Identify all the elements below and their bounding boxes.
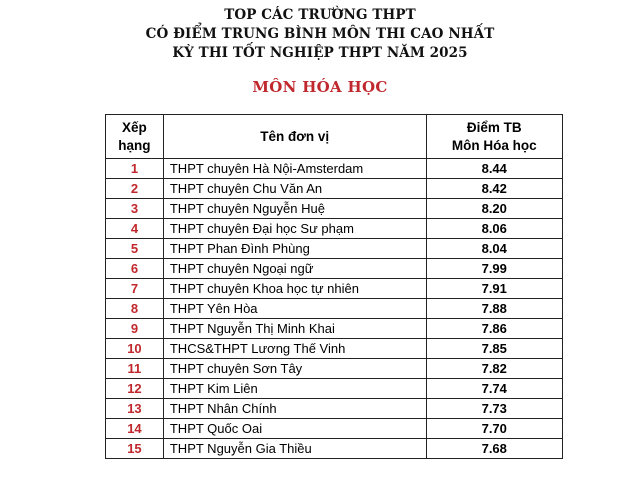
header-rank	[106, 115, 164, 159]
school-name-cell: THPT chuyên Khoa học tự nhiên	[163, 279, 426, 299]
score-cell: 7.91	[426, 279, 562, 299]
score-cell: 7.82	[426, 359, 562, 379]
header-name: Tên đơn vị	[163, 115, 426, 159]
subject-heading: MÔN HÓA HỌC	[252, 78, 388, 96]
rank-cell: 3	[106, 199, 164, 219]
rank-cell: 10	[106, 339, 164, 359]
table-row	[106, 379, 563, 399]
table-row	[106, 299, 563, 319]
score-cell: 7.68	[426, 439, 562, 459]
table-row	[106, 199, 563, 219]
school-name-cell: THPT chuyên Hà Nội-Amsterdam	[163, 159, 426, 179]
school-name-cell: THPT Yên Hòa	[163, 299, 426, 319]
rank-cell: 9	[106, 319, 164, 339]
header-rank-line-2: hạng	[118, 137, 151, 153]
table-row	[106, 359, 563, 379]
school-name-cell: THPT chuyên Ngoại ngữ	[163, 259, 426, 279]
school-name-cell: THPT chuyên Sơn Tây	[163, 359, 426, 379]
header-score-line-1: Điểm TB	[466, 119, 522, 135]
rank-cell: 2	[106, 179, 164, 199]
title-line-1: TOP CÁC TRƯỜNG THPT	[224, 7, 416, 23]
score-cell: 7.99	[426, 259, 562, 279]
score-cell: 7.85	[426, 339, 562, 359]
rank-cell: 7	[106, 279, 164, 299]
score-cell: 7.88	[426, 299, 562, 319]
rank-cell: 14	[106, 419, 164, 439]
table-row	[106, 239, 563, 259]
school-name-cell: THPT Kim Liên	[163, 379, 426, 399]
table-row	[106, 319, 563, 339]
title-line-3: KỲ THI TỐT NGHIỆP THPT NĂM 2025	[172, 45, 468, 61]
ranking-table	[105, 114, 563, 459]
table-row	[106, 439, 563, 459]
score-cell: 7.73	[426, 399, 562, 419]
score-cell: 8.42	[426, 179, 562, 199]
table-row	[106, 399, 563, 419]
rank-cell: 6	[106, 259, 164, 279]
title-line-2: CÓ ĐIỂM TRUNG BÌNH MÔN THI CAO NHẤT	[145, 26, 495, 42]
rank-cell: 1	[106, 159, 164, 179]
score-cell: 7.86	[426, 319, 562, 339]
school-name-cell: THPT chuyên Chu Văn An	[163, 179, 426, 199]
header-score-line-2: Môn Hóa học	[451, 137, 537, 153]
rank-cell: 4	[106, 219, 164, 239]
rank-cell: 13	[106, 399, 164, 419]
table-header-row	[106, 115, 563, 159]
score-cell: 8.20	[426, 199, 562, 219]
document-title	[0, 6, 640, 63]
table-row	[106, 159, 563, 179]
rank-cell: 8	[106, 299, 164, 319]
table-row	[106, 339, 563, 359]
header-score	[426, 115, 562, 159]
school-name-cell: THPT chuyên Đại học Sư phạm	[163, 219, 426, 239]
table-row	[106, 419, 563, 439]
rank-cell: 11	[106, 359, 164, 379]
school-name-cell: THPT chuyên Nguyễn Huệ	[163, 199, 426, 219]
school-name-cell: THPT Phan Đình Phùng	[163, 239, 426, 259]
table-row	[106, 179, 563, 199]
school-name-cell: THPT Nguyễn Thị Minh Khai	[163, 319, 426, 339]
score-cell: 7.74	[426, 379, 562, 399]
score-cell: 7.70	[426, 419, 562, 439]
score-cell: 8.04	[426, 239, 562, 259]
score-cell: 8.06	[426, 219, 562, 239]
table-row	[106, 259, 563, 279]
school-name-cell: THPT Quốc Oai	[163, 419, 426, 439]
school-name-cell: THPT Nhân Chính	[163, 399, 426, 419]
rank-cell: 12	[106, 379, 164, 399]
rank-cell: 5	[106, 239, 164, 259]
table-row	[106, 219, 563, 239]
rank-cell: 15	[106, 439, 164, 459]
school-name-cell: THPT Nguyễn Gia Thiều	[163, 439, 426, 459]
table-row	[106, 279, 563, 299]
score-cell: 8.44	[426, 159, 562, 179]
school-name-cell: THCS&THPT Lương Thế Vinh	[163, 339, 426, 359]
header-rank-line-1: Xếp	[122, 119, 147, 135]
